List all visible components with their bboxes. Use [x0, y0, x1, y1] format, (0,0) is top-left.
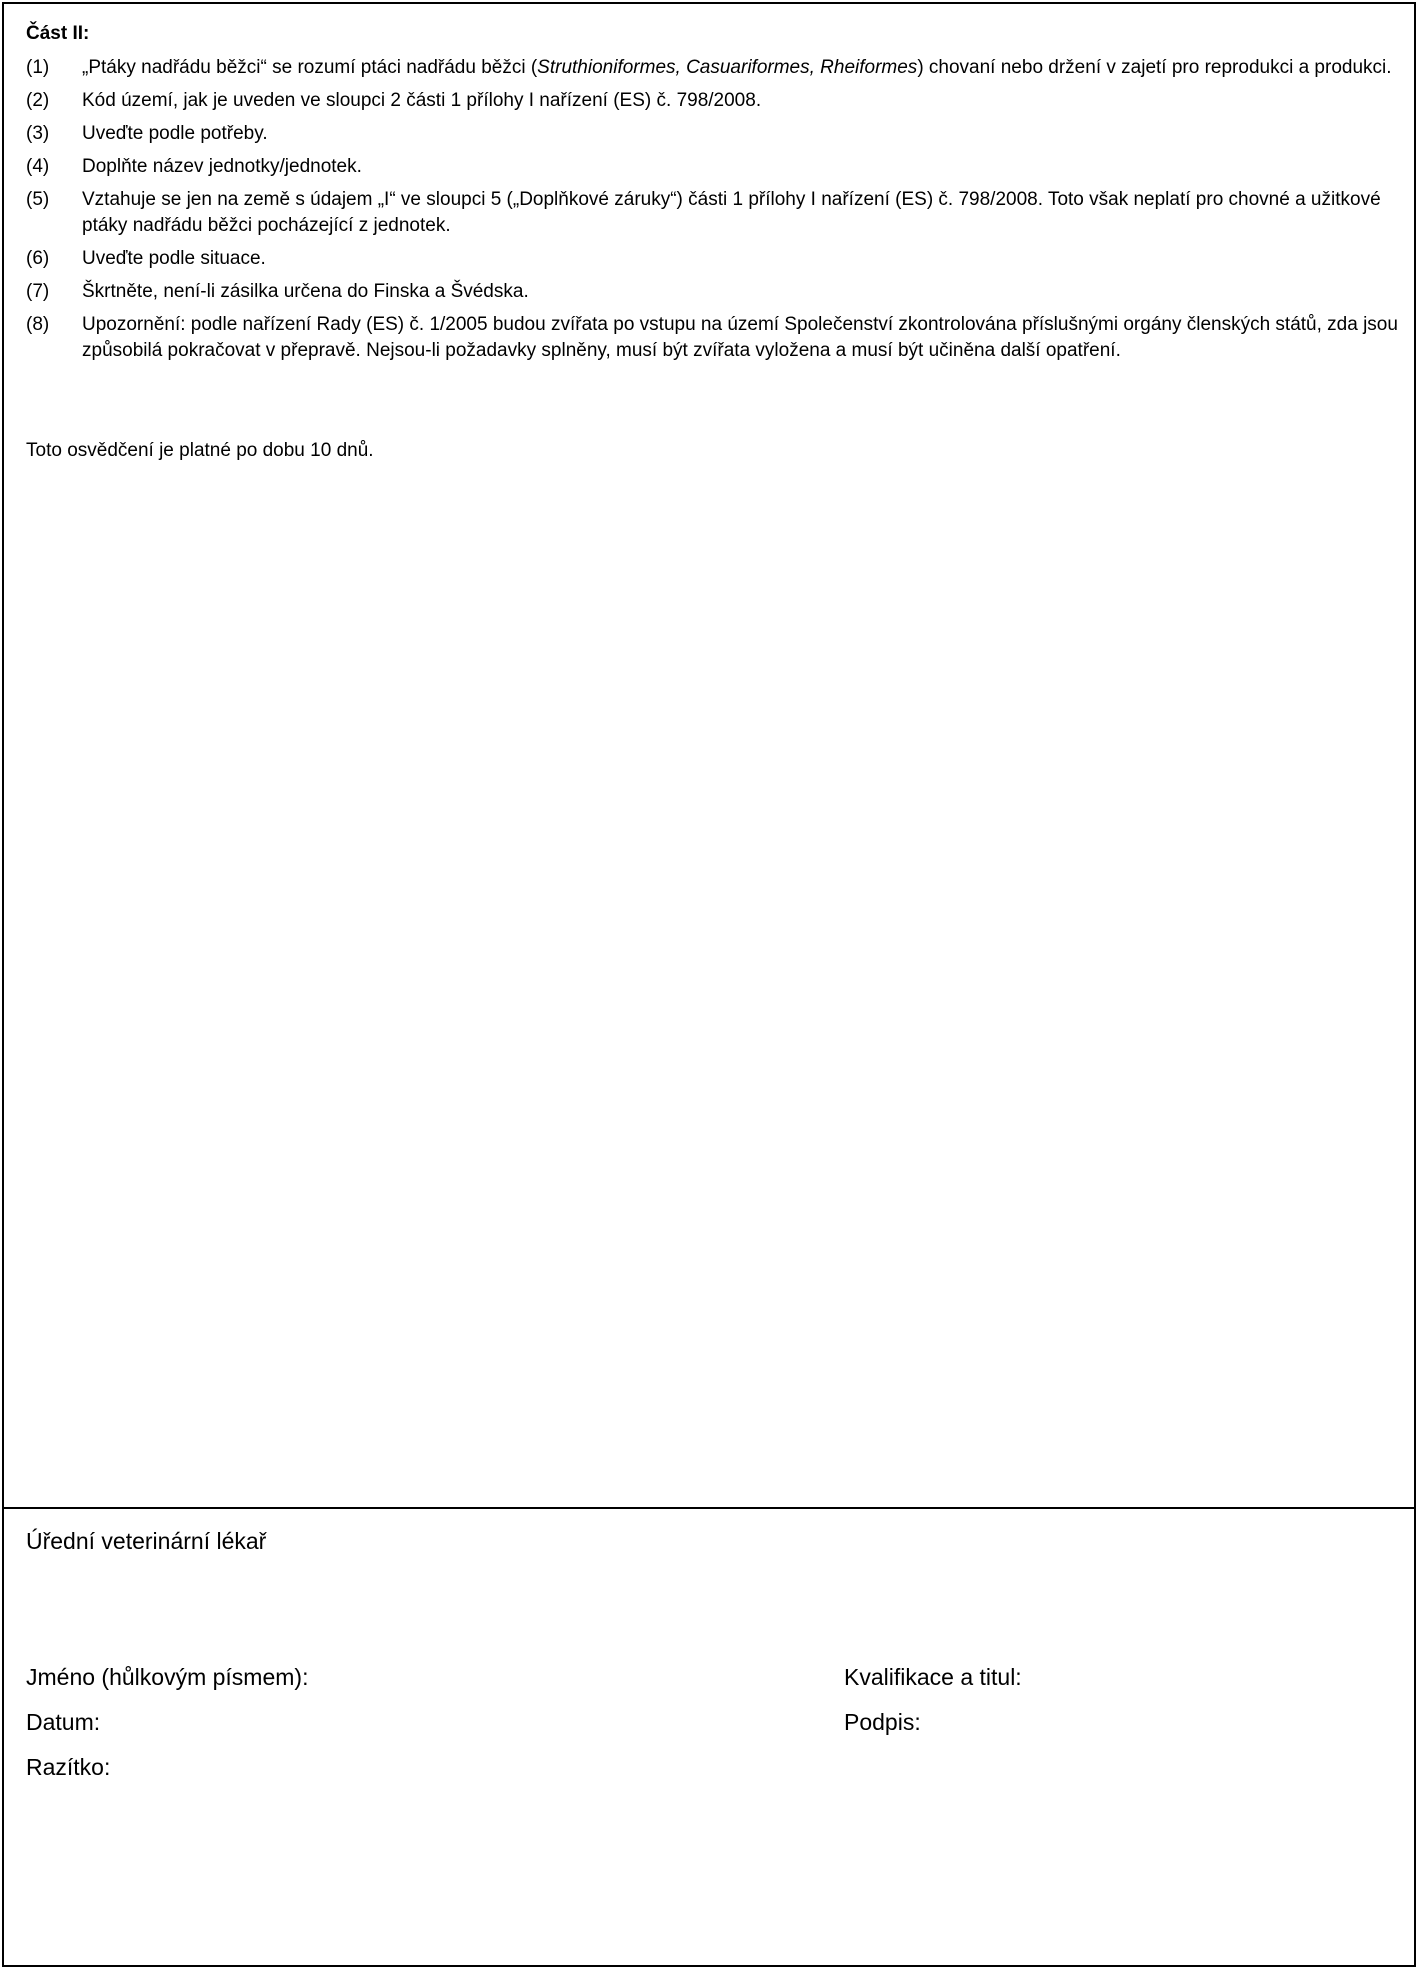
- notes-list: [26, 55, 1398, 371]
- certificate-frame: [2, 2, 1416, 1967]
- notes-section: [4, 4, 1414, 1507]
- note-number: (6): [26, 248, 50, 269]
- note-text-segment: Upozornění: podle nařízení Rady (ES) č. 1/2005 budou zvířata po vstupu na území Společenství zkontrolována příslušnými orgány členských států, zda jsou způsobilá pokračovat v přepravě. Nejsou-li požadavky splněny, musí být zvířata vyložena a musí být učiněna další opatření.: [82, 314, 1398, 361]
- note-item: [26, 246, 1398, 272]
- validity-statement: Toto osvědčení je platné po dobu 10 dnů.: [26, 440, 374, 461]
- note-item: [26, 55, 1398, 81]
- note-text: [82, 154, 1398, 180]
- note-text: [82, 279, 1398, 305]
- note-text-segment: ) chovaní nebo držení v zajetí pro reprodukci a produkci.: [917, 57, 1392, 78]
- note-text-segment: Uveďte podle situace.: [82, 248, 266, 269]
- official-veterinarian-section: [4, 1509, 1414, 1965]
- note-text: [82, 187, 1398, 239]
- note-text: [82, 88, 1398, 114]
- note-number: (5): [26, 189, 50, 210]
- part-heading: Část II:: [26, 23, 90, 44]
- note-text-segment: „Ptáky nadřádu běžci“ se rozumí ptáci nadřádu běžci (: [82, 57, 538, 78]
- note-item: [26, 88, 1398, 114]
- note-text-italic: Struthioniformes, Casuariformes, Rheiformes: [537, 57, 918, 78]
- note-text: [82, 312, 1398, 364]
- note-item: [26, 154, 1398, 180]
- name-label: Jméno (hůlkovým písmem):: [26, 1664, 309, 1690]
- note-item: [26, 187, 1398, 239]
- note-number: (4): [26, 156, 50, 177]
- official-veterinarian-title: Úřední veterinární lékař: [26, 1528, 267, 1554]
- note-number: (3): [26, 123, 50, 144]
- signature-label: Podpis:: [844, 1709, 921, 1735]
- note-text-segment: Vztahuje se jen na země s údajem „I“ ve sloupci 5 („Doplňkové záruky“) části 1 přílohy I nařízení (ES) č. 798/2008. Toto však neplatí pro chovné a užitkové ptáky nadřádu běžci pocházející z jednotek.: [82, 189, 1381, 236]
- stamp-label: Razítko:: [26, 1754, 111, 1780]
- note-text: [82, 55, 1398, 81]
- note-number: (8): [26, 314, 50, 335]
- date-label: Datum:: [26, 1709, 101, 1735]
- note-item: [26, 121, 1398, 147]
- note-text-segment: Kód území, jak je uveden ve sloupci 2 části 1 přílohy I nařízení (ES) č. 798/2008.: [82, 90, 762, 111]
- note-number: (2): [26, 90, 50, 111]
- note-item: [26, 312, 1398, 364]
- note-text-segment: Doplňte název jednotky/jednotek.: [82, 156, 362, 177]
- note-text-segment: Škrtněte, není-li zásilka určena do Finska a Švédska.: [82, 281, 529, 302]
- note-text: [82, 246, 1398, 272]
- qualification-label: Kvalifikace a titul:: [844, 1664, 1022, 1690]
- note-number: (7): [26, 281, 50, 302]
- note-text: [82, 121, 1398, 147]
- note-number: (1): [26, 57, 50, 78]
- note-text-segment: Uveďte podle potřeby.: [82, 123, 268, 144]
- note-item: [26, 279, 1398, 305]
